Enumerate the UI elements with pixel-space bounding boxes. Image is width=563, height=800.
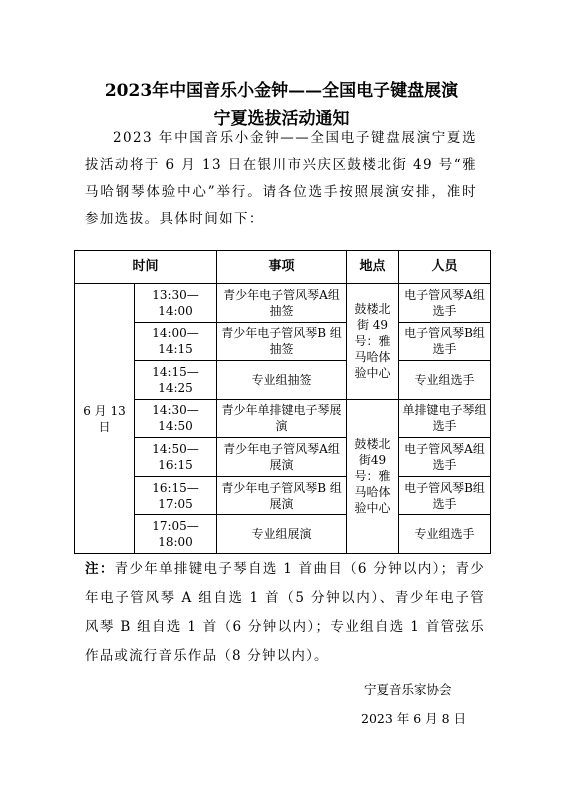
time-cell: 14:50—16:15 [135,438,217,477]
item-cell: 青少年电子管风琴A组展演 [217,438,347,477]
intro-paragraph: 2023 年中国音乐小金钟——全国电子键盘展演宁夏选拔活动将于 6 月 13 日在银川市兴庆区鼓楼北街 49 号“雅马哈钢琴体验中心”举行。请各位选手按照展演安排，准时参加选拔。具体时间如下： [85,130,477,227]
table-row [75,515,491,554]
note-text: 青少年单排键电子琴自选 1 首曲目（6 分钟以内）；青少年电子管风琴 A 组自选 1 首（5 分钟以内）、青少年电子管风琴 B 组自选 1 首（6 分钟以内）；专业组自选 1 首管弦乐作品或流行音乐作品（8 分钟以内）。 [85,561,485,664]
schedule-table [74,250,491,554]
header-time: 时间 [75,251,217,284]
person-cell: 电子管风琴B组选手 [399,322,491,361]
table-row [75,399,491,438]
person-cell: 电子管风琴B组选手 [399,476,491,515]
signature: 宁夏音乐家协会 [364,682,452,697]
person-cell: 电子管风琴A组选手 [399,284,491,323]
document-title-line1: 2023年中国音乐小金钟——全国电子键盘展演 [104,81,459,101]
date-cell: 6 月 13 日 [75,284,135,554]
header-person: 人员 [399,251,491,284]
time-cell: 13:30—14:00 [135,284,217,323]
document-title-line2: 宁夏选拔活动通知 [213,109,350,129]
table-row [75,322,491,361]
table-row [75,438,491,477]
item-cell: 专业组展演 [217,515,347,554]
person-cell: 专业组选手 [399,515,491,554]
table-row [75,284,491,323]
note-paragraph [85,555,485,671]
place-cell: 鼓楼北街49号：雅马哈体验中心 [347,399,399,553]
sign-date: 2023 年 6 月 8 日 [361,711,467,726]
person-cell: 专业组选手 [399,361,491,400]
item-cell: 专业组抽签 [217,361,347,400]
time-cell: 14:00—14:15 [135,322,217,361]
table-header-row [75,251,491,284]
item-cell: 青少年电子管风琴B 组展演 [217,476,347,515]
place-cell: 鼓楼北街 49号：雅马哈体验中心 [347,284,399,400]
item-cell: 青少年电子管风琴B 组抽签 [217,322,347,361]
person-cell: 电子管风琴A组选手 [399,438,491,477]
item-cell: 青少年单排键电子琴展演 [217,399,347,438]
time-cell: 17:05—18:00 [135,515,217,554]
time-cell: 16:15—17:05 [135,476,217,515]
table-row [75,361,491,400]
header-item: 事项 [217,251,347,284]
table-row [75,476,491,515]
time-cell: 14:30—14:50 [135,399,217,438]
person-cell: 单排键电子琴组选手 [399,399,491,438]
header-place: 地点 [347,251,399,284]
time-cell: 14:15—14:25 [135,361,217,400]
item-cell: 青少年电子管风琴A组抽签 [217,284,347,323]
note-label: 注： [85,561,115,577]
